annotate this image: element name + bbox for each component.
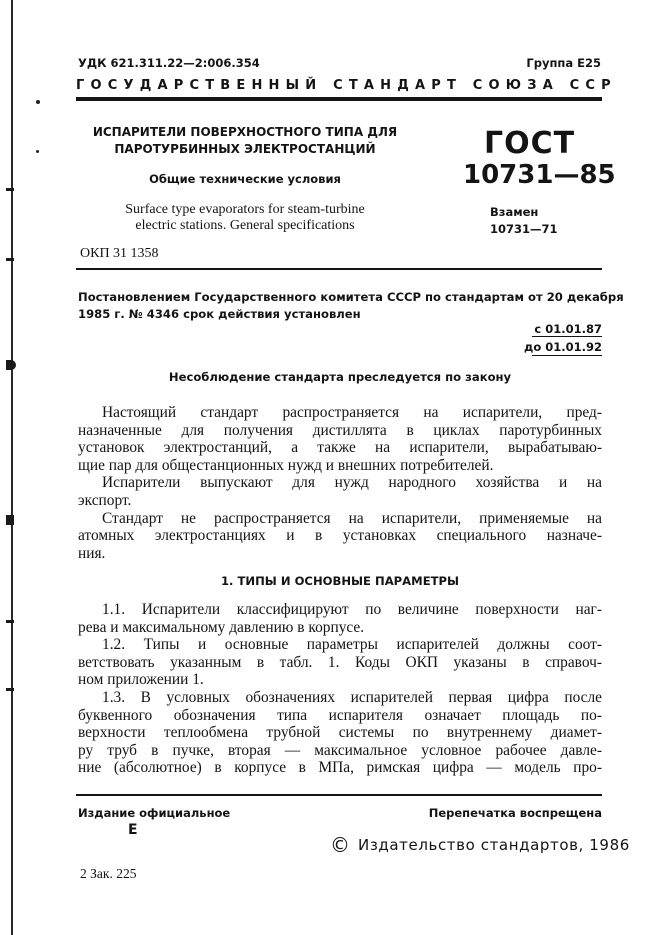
valid-rule [532,336,602,337]
copyright-icon: © [330,833,350,857]
intro-paragraph-3: Стандарт не распространяется на испарители, применяемые на атомных электростанциях и в установках специального назначе- ния. [78,509,602,562]
binding-edge-line [11,0,13,935]
section-1-text [78,601,602,777]
decree [78,289,624,323]
english-title-line-2: electric stations. General specifications [135,218,355,233]
scan-speck [36,100,40,104]
intro-paragraph-2: Испарители выпускают для нужд народного хозяйства и на экспорт. [78,474,602,509]
okp-code: ОКП 31 1358 [80,246,159,261]
clause-1-2: 1.2. Типы и основные параметры испарителей должны соот- ветствовать указанным в табл. 1. Коды ОКП указаны в справоч- ном приложении 1. [78,636,602,689]
english-title [80,202,410,234]
decree-line-2: 1985 г. № 4346 срок действия установлен [78,307,361,321]
subtitle: Общие технические условия [149,172,341,186]
valid-rule [532,355,602,356]
valid-to: до 01.01.92 [524,340,602,354]
group-code: Группа Е25 [526,56,601,70]
binding-mark [6,620,14,623]
intro-paragraph-1: Настоящий стандарт распространяется на испарители, пред- назначенные для получения дистиллята в циклах паротурбинных установок электростанций, а также на испарители, вырабатываю- щие пар для общестанционных нужд и внешних потребителей. [78,404,602,474]
udk-code: УДК 621.311.22—2:006.354 [78,56,260,70]
official-edition: Издание официальное [78,806,231,820]
section-1-heading: 1. ТИПЫ И ОСНОВНЫЕ ПАРАМЕТРЫ [220,574,460,588]
decree-line-1: Постановлением Государственного комитета СССР по стандартам от 20 декабря [78,290,624,304]
title [80,124,410,158]
binding-mark [6,188,14,191]
binding-mark [6,258,14,261]
binding-mark [6,360,16,370]
scan-speck [36,150,39,153]
gost-number: 10731—85 [463,160,616,190]
order-number: 2 Зак. 225 [80,866,137,881]
replaces-label: Взамен [490,205,539,219]
valid-from: с 01.01.87 [534,322,602,336]
reprint-forbidden: Перепечатка воспрещена [428,806,602,820]
legal-notice: Несоблюдение стандарта преследуется по закону [168,370,512,384]
replaces-number: 10731—71 [490,222,558,236]
title-rule [76,268,602,270]
binding-mark [6,515,14,525]
title-line-2: ПАРОТУРБИННЫХ ЭЛЕКТРОСТАНЦИЙ [114,142,376,156]
footer-rule [76,794,602,796]
edition-letter: Е [128,822,138,838]
intro-text [78,404,602,562]
clause-1-1: 1.1. Испарители классифицируют по величине поверхности наг- рева и максимальному давлению в корпусе. [78,601,602,636]
gost-label: ГОСТ [484,126,576,161]
publisher: Издательство стандартов, 1986 [358,836,630,854]
clause-1-3: 1.3. В условных обозначениях испарителей первая цифра после буквенного обозначения типа испарителя означает площадь по- верхности теплообмена трубной системы по внутреннему диамет- ру труб в пучке, вторая — максимальное условное рабочее давле- ние (абсолютное) в корпусе в МПа, римская цифра — модель про- [78,688,602,777]
binding-mark [6,688,14,691]
english-title-line-1: Surface type evaporators for steam-turbine [125,202,365,217]
state-standard-line: ГОСУДАРСТВЕННЫЙ СТАНДАРТ СОЮЗА ССР [76,78,617,93]
title-line-1: ИСПАРИТЕЛИ ПОВЕРХНОСТНОГО ТИПА ДЛЯ [92,125,398,139]
header-rule [76,97,602,101]
